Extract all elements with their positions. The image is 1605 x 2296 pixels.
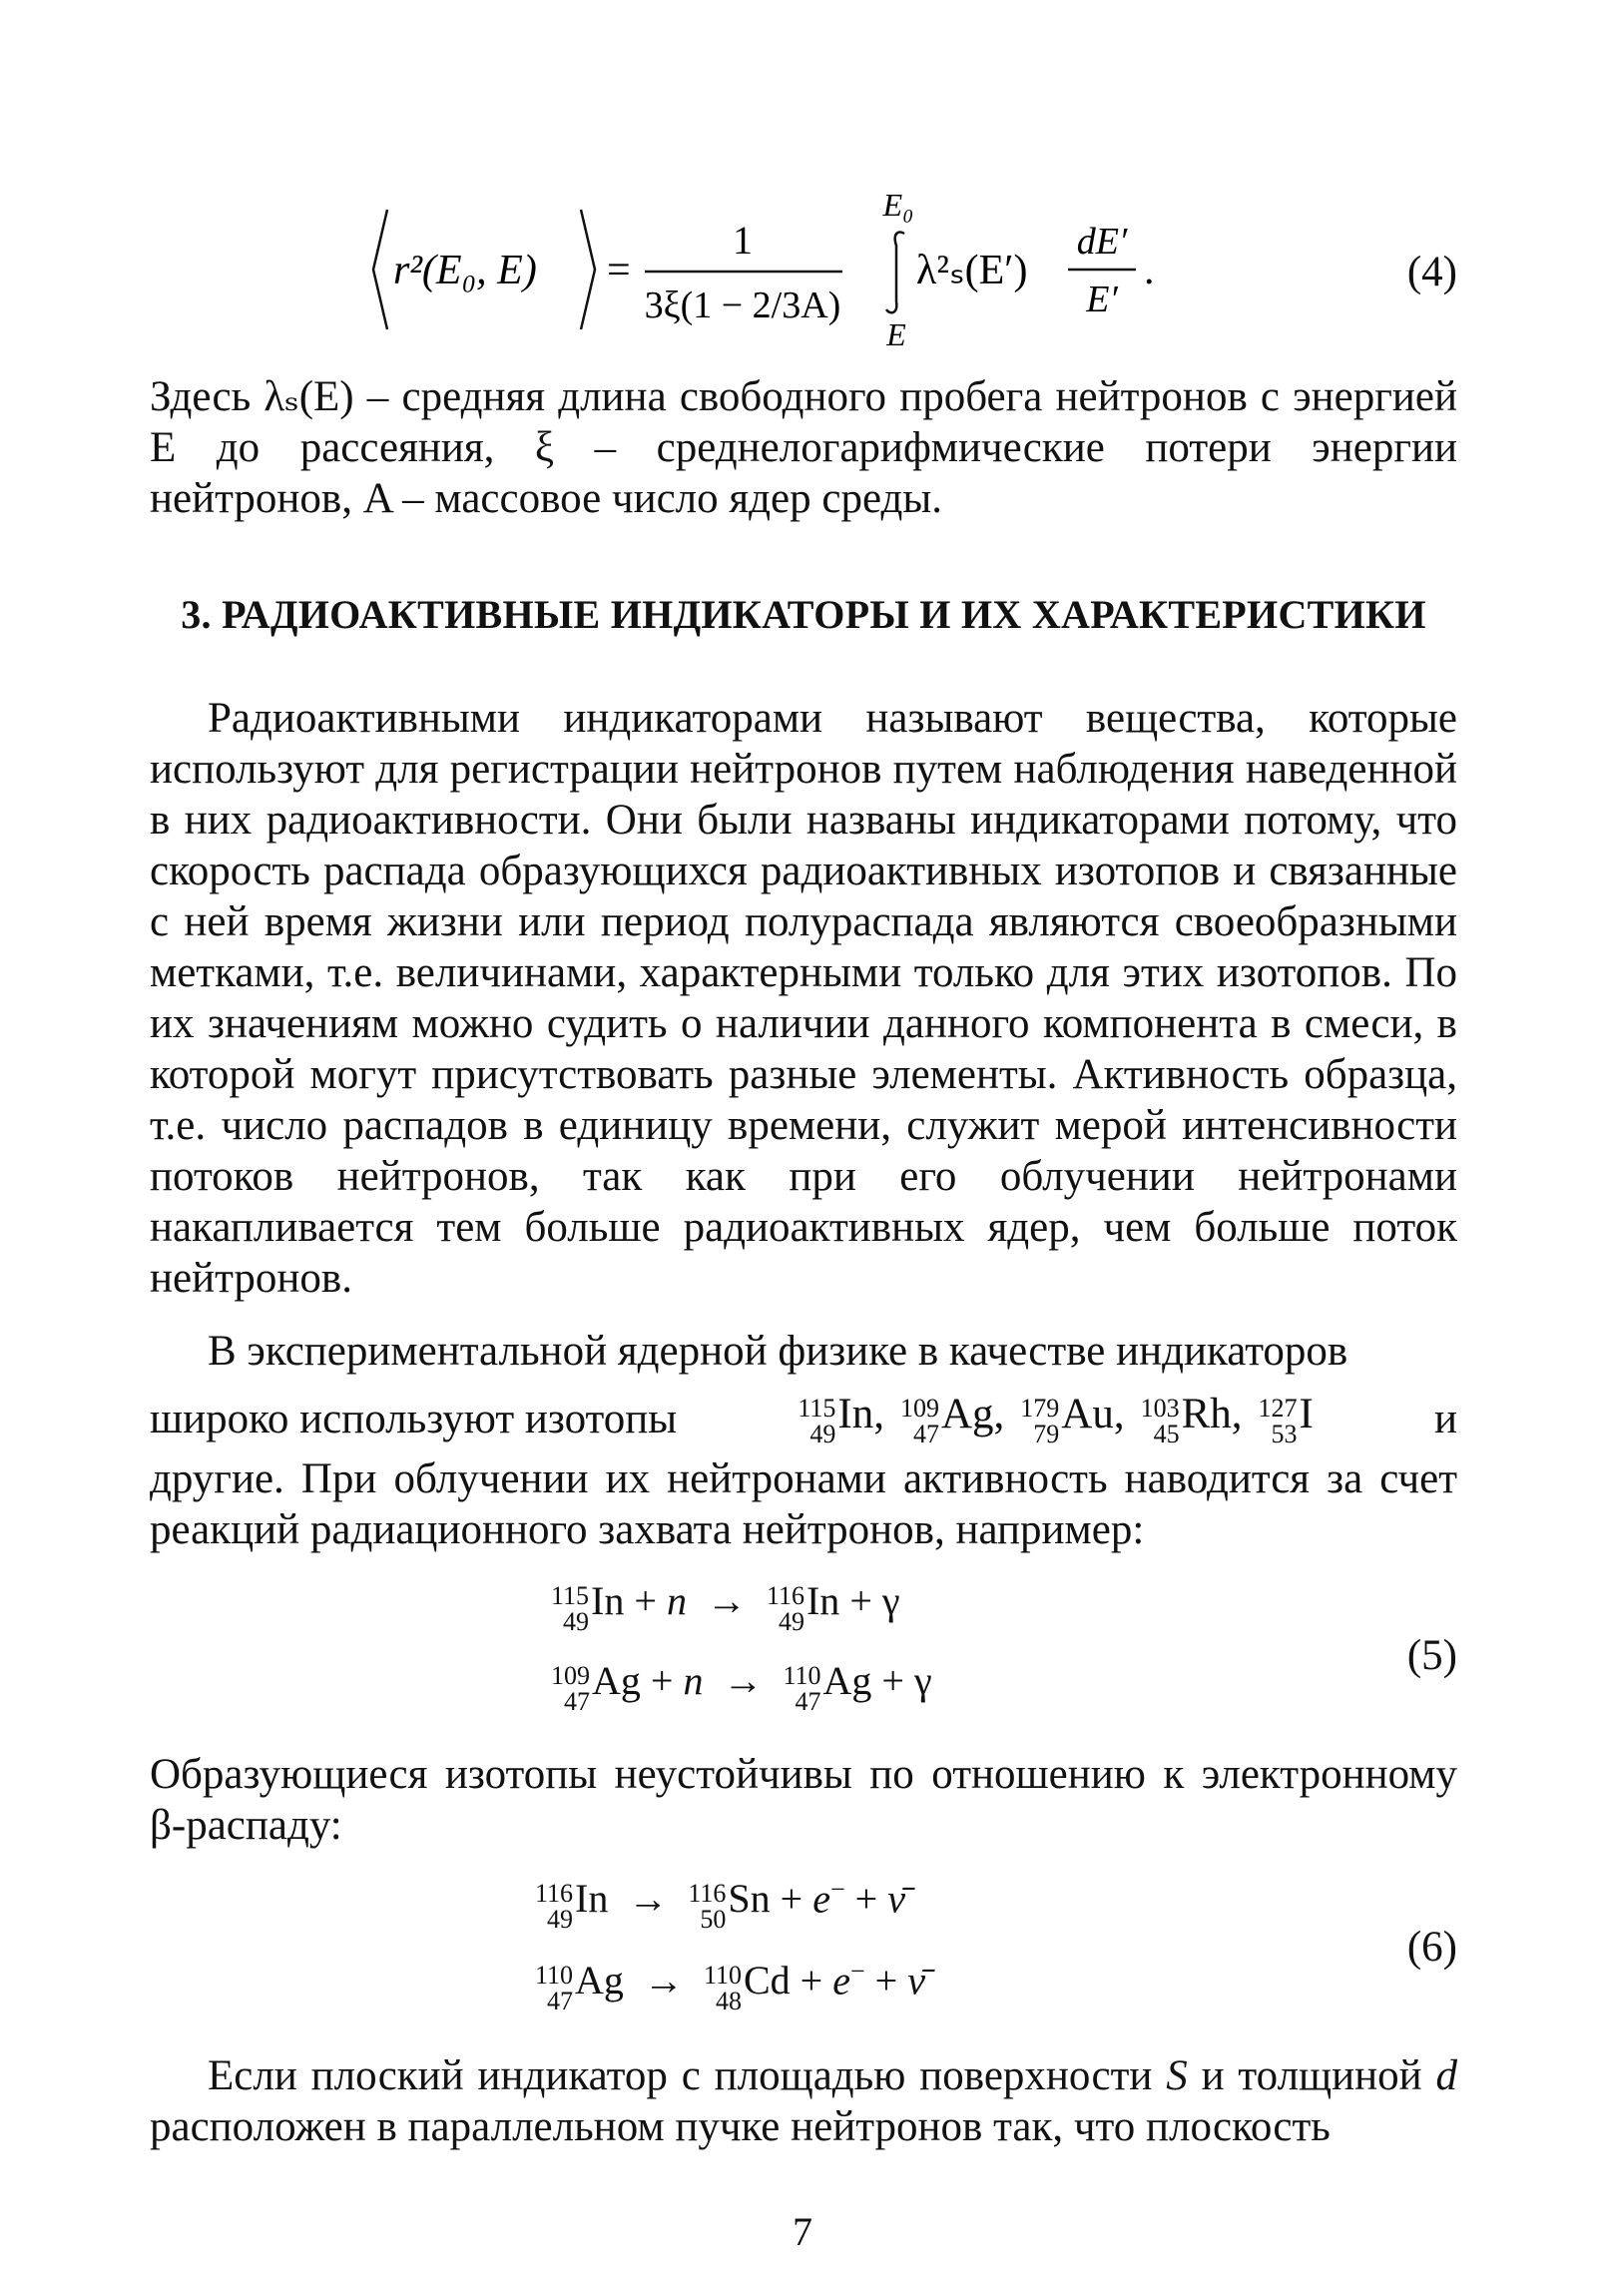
- reaction-5-2: 109 47 Ag + n → 110 47 Ag + γ: [551, 1658, 932, 1716]
- eq4-lhs: r²(E₀, E): [393, 248, 537, 293]
- equation-5-number: (5): [1406, 1632, 1457, 1679]
- page-number: 7: [793, 2209, 812, 2254]
- section-heading: 3. РАДИОАКТИВНЫЕ ИНДИКАТОРЫ И ИХ ХАРАКТЕРИСТИКИ: [181, 592, 1426, 637]
- isotope-au: 179 79 Au,: [1020, 1390, 1125, 1448]
- nuclide: 116 50 Sn: [688, 1876, 771, 1935]
- equation-4-number: (4): [1406, 249, 1457, 295]
- arrow-icon: →: [628, 1876, 669, 1922]
- eq4-numerator: 1: [733, 218, 753, 263]
- isotope-in: 115 49 In,: [798, 1390, 884, 1448]
- left-angle-bracket: [373, 210, 387, 329]
- paragraph-flat-indicator: Если плоский индикатор с площадью поверхности S и толщиной d расположен в параллельном пучке нейтронов так, что плоскость: [150, 2052, 1458, 2150]
- nuclide: 115 49 In: [551, 1578, 625, 1636]
- integral-sign: [886, 233, 904, 313]
- isotope-line-start: широко используют изотопы: [150, 1396, 678, 1442]
- reaction-6-1: 116 49 In → 116 50 Sn + e− + ν̄: [535, 1875, 905, 1935]
- eq4-lower-limit: E: [886, 316, 906, 349]
- reaction-5-1: 115 49 In + n → 116 49 In + γ: [551, 1578, 900, 1636]
- paragraph-indicators: Радиоактивными индикаторами называют вещества, которые используют для регистрации нейтронов путем наблюдения наведенной в них радиоактивности. Они были названы индикаторами потому, что скорость распада образующихся радиоактивных изотопов и связанные с ней время жизни или период полураспада являются своеобразными метками, т.е. величинами, характерными только для этих изотопов. По их значениям можно судить о наличии данного компонента в смеси, в которой могут присутствовать разные элементы. Активность образца, т.е. число распадов в единицу времени, служит мерой интенсивности потоков нейтронов, так как при его облучении нейтронами накапливается тем больше радиоактивных ядер, чем больше поток нейтронов.: [150, 695, 1457, 1302]
- nuclide: 116 49 In: [535, 1876, 609, 1935]
- nuclide: 109 47 Ag: [551, 1658, 641, 1716]
- arrow-icon: →: [643, 1958, 684, 2004]
- eq4-integrand: λ²ₛ(E′): [916, 248, 1028, 293]
- eq4-equals: =: [607, 248, 631, 293]
- right-angle-bracket: [581, 210, 595, 329]
- nuclide: 110 47 Ag: [783, 1658, 872, 1716]
- arrow-icon: →: [723, 1658, 764, 1703]
- eq4-period: .: [1144, 248, 1155, 293]
- isotope-i: 127 53 I: [1258, 1390, 1314, 1448]
- eq4-upper-limit: E₀: [882, 190, 914, 223]
- arrow-icon: →: [706, 1578, 747, 1623]
- equation-4: [369, 190, 1248, 349]
- eq4-denominator: 3ξ(1 − 2/3A): [644, 285, 841, 326]
- isotope-ag: 109 47 Ag,: [899, 1390, 1005, 1448]
- paragraph-isotopes-line1: В экспериментальной ядерной физике в качестве индикаторов: [208, 1328, 1348, 1375]
- nuclide: 110 48 Cd: [703, 1958, 791, 2016]
- equation-6-number: (6): [1406, 1924, 1457, 1971]
- eq4-diff-num: dE′: [1076, 221, 1128, 263]
- nuclide: 116 49 In: [766, 1578, 840, 1636]
- paragraph-isotopes-rest: другие. При облучении их нейтронами активность наводится за счет реакций радиационного захвата нейтронов, например:: [150, 1455, 1457, 1553]
- isotope-line-end: и: [1433, 1396, 1457, 1442]
- isotope-list-line: [150, 1374, 1457, 1448]
- reaction-6-2: 110 47 Ag → 110 48 Cd + e− + ν̄: [535, 1957, 925, 2016]
- isotope-list: [798, 1390, 1314, 1448]
- paragraph-definitions: Здесь λₛ(E) – средняя длина свободного пробега нейтронов с энергией E до рассеяния, ξ – среднелогарифмические потери энергии нейтронов, A – массовое число ядер среды.: [150, 373, 1457, 522]
- isotope-rh: 103 45 Rh,: [1140, 1390, 1243, 1448]
- nuclide: 110 47 Ag: [535, 1958, 624, 2016]
- eq4-diff-den: E′: [1086, 279, 1118, 320]
- paragraph-beta-decay: Образующиеся изотопы неустойчивы по отношению к электронному β-распаду:: [150, 1751, 1457, 1849]
